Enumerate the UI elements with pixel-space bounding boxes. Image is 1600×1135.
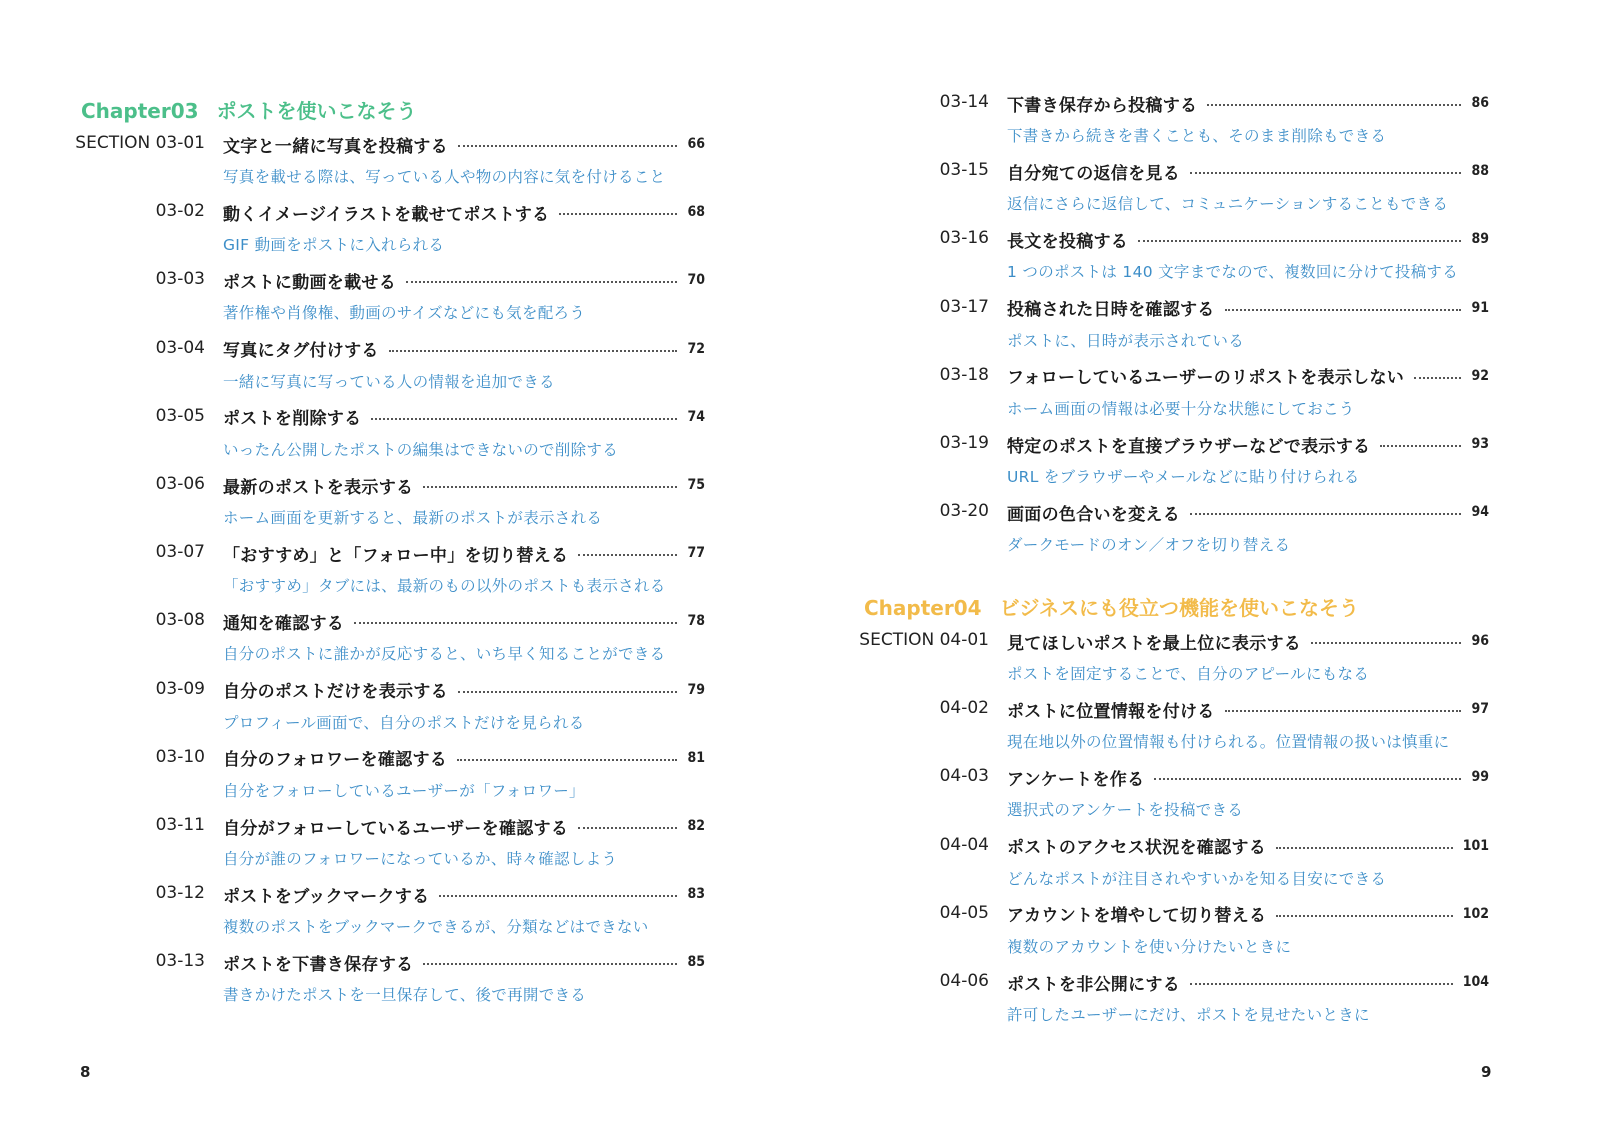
dot-leader [1225, 309, 1462, 311]
dot-leader [1190, 513, 1461, 515]
toc-entry[interactable] [859, 628, 1489, 696]
section-title: ポストを非公開にする [1007, 974, 1180, 995]
section-number: 03-09 [155, 678, 205, 699]
section-description: いったん公開したポストの編集はできないので削除する [223, 440, 619, 459]
section-description: どんなポストが注目されやすいかを知る目安にできる [1007, 869, 1387, 888]
toc-entry-line [155, 745, 705, 771]
page-ref: 92 [1471, 367, 1489, 384]
section-title: 長文を投稿する [1007, 231, 1129, 252]
dot-leader [439, 895, 677, 897]
page-ref: 88 [1471, 163, 1489, 180]
toc-entry[interactable] [939, 90, 1489, 158]
section-number: 04-04 [939, 834, 989, 855]
page-ref: 81 [687, 749, 705, 766]
chapter-04-heading [864, 592, 1359, 621]
section-number: SECTION 04-01 [859, 630, 989, 650]
toc-entry-line [939, 833, 1489, 859]
toc-entry-line [155, 881, 705, 907]
section-description: プロフィール画面で、自分のポストだけを見られる [223, 713, 585, 732]
toc-entry[interactable] [939, 764, 1489, 832]
toc-entry-line [155, 472, 705, 498]
dot-leader [354, 622, 677, 624]
dot-leader [423, 486, 677, 488]
toc-entry-line [939, 226, 1489, 252]
section-title: ポストを削除する [223, 409, 362, 430]
toc-entry[interactable] [939, 696, 1489, 764]
toc-entry[interactable] [155, 540, 705, 608]
page-ref: 104 [1462, 974, 1489, 990]
section-number: 03-15 [939, 160, 989, 181]
section-title: 自分のポストだけを表示する [223, 682, 448, 703]
section-number: 04-05 [939, 902, 989, 923]
dot-leader [389, 350, 678, 352]
section-title: 自分のフォロワーを確認する [223, 750, 448, 771]
toc-entry[interactable] [939, 969, 1489, 1037]
section-number: 03-07 [155, 542, 205, 563]
section-number: 03-11 [155, 815, 205, 835]
section-description: 返信にさらに返信して、コミュニケーションすることもできる [1007, 195, 1449, 214]
toc-entry-line [939, 431, 1489, 457]
dot-leader [1380, 445, 1461, 447]
toc-entry-line [155, 199, 705, 225]
toc-entry-line [155, 677, 705, 703]
dot-leader [1276, 847, 1453, 849]
section-description: 写真を載せる際は、写っている人や物の内容に気を付けること [223, 168, 666, 186]
toc-entry[interactable] [155, 881, 705, 949]
section-number: 03-17 [939, 296, 989, 317]
section-number: 03-03 [155, 269, 205, 290]
section-number: SECTION 03-01 [75, 133, 205, 153]
section-title: ポストのアクセス状況を確認する [1007, 838, 1266, 859]
section-title: 写真にタグ付けする [223, 341, 379, 362]
section-description: URL をブラウザーやメールなどに貼り付けられる [1007, 468, 1360, 486]
chapter-03-heading [81, 95, 417, 124]
dot-leader [578, 827, 677, 829]
section-description: 一緒に写真に写っている人の情報を追加できる [223, 372, 555, 391]
page-ref: 77 [687, 545, 705, 562]
toc-entry-line [939, 696, 1489, 722]
toc-entry-line [939, 969, 1489, 995]
toc-entry-line [155, 540, 705, 566]
page-ref: 86 [1471, 95, 1489, 111]
toc-entry[interactable] [155, 199, 705, 267]
page-ref: 96 [1471, 633, 1489, 649]
chapter-number: Chapter04 [864, 596, 982, 620]
chapter-title: ポストを使いこなそう [216, 99, 417, 123]
toc-entry[interactable] [939, 833, 1489, 901]
section-title: 見てほしいポストを最上位に表示する [1007, 633, 1302, 654]
toc-entry-line [939, 499, 1489, 525]
page-ref: 75 [687, 477, 705, 493]
page-ref: 74 [687, 408, 705, 425]
toc-entry[interactable] [939, 363, 1489, 431]
section-number: 04-02 [939, 698, 989, 719]
section-title: 画面の色合いを変える [1007, 504, 1180, 525]
section-number: 03-04 [155, 337, 205, 358]
section-number: 03-19 [939, 433, 989, 453]
dot-leader [1414, 377, 1461, 379]
toc-entry-line [155, 336, 705, 362]
section-title: フォローしているユーザーのリポストを表示しない [1007, 368, 1405, 389]
section-title: 自分がフォローしているユーザーを確認する [223, 818, 569, 839]
section-title: ポストを下書き保存する [223, 954, 414, 975]
toc-entry[interactable] [155, 404, 705, 472]
page-ref: 93 [1471, 436, 1489, 452]
section-number: 04-06 [939, 971, 989, 991]
toc-entry[interactable] [155, 745, 705, 813]
toc-entry[interactable] [155, 336, 705, 404]
dot-leader [1207, 104, 1461, 106]
section-description: GIF 動画をポストに入れられる [223, 236, 445, 255]
right-page [800, 0, 1600, 1135]
section-description: 1 つのポストは 140 文字までなので、複数回に分けて投稿する [1007, 263, 1459, 282]
section-description: 書きかけたポストを一旦保存して、後で再開できる [223, 986, 587, 1005]
section-description: ダークモードのオン／オフを切り替える [1007, 536, 1291, 555]
dot-leader [457, 759, 677, 761]
toc-entry-line [155, 404, 705, 430]
section-number: 03-18 [939, 364, 989, 385]
page-number-right: 9 [1481, 1063, 1492, 1081]
toc-entry-line [939, 363, 1489, 389]
page-ref: 66 [687, 136, 705, 152]
page-ref: 94 [1471, 504, 1489, 521]
toc-entry[interactable] [155, 949, 705, 1017]
toc-entry-line [155, 267, 705, 293]
dot-leader [1154, 778, 1461, 780]
section-title: 最新のポストを表示する [223, 477, 414, 498]
toc-entry-line [939, 90, 1489, 116]
section-title: 投稿された日時を確認する [1007, 300, 1215, 321]
page-ref: 99 [1471, 769, 1489, 786]
dot-leader [1190, 983, 1453, 985]
toc-entry[interactable] [155, 813, 705, 881]
toc-entry[interactable] [939, 226, 1489, 294]
section-title: 「おすすめ」と「フォロー中」を切り替える [223, 545, 569, 566]
section-description: 下書きから続きを書くことも、そのまま削除もできる [1007, 127, 1387, 145]
toc-entry-line [155, 813, 705, 839]
page-ref: 85 [687, 954, 705, 971]
dot-leader [1311, 642, 1461, 644]
section-description: 選択式のアンケートを投稿できる [1007, 801, 1244, 820]
section-number: 03-13 [155, 951, 205, 972]
dot-leader [559, 213, 677, 215]
dot-leader [423, 963, 677, 965]
page-ref: 89 [1471, 231, 1489, 248]
toc-entry-line [155, 608, 705, 634]
section-description: 複数のアカウントを使い分けたいときに [1007, 937, 1292, 956]
toc-entry[interactable] [155, 472, 705, 540]
section-title: 自分宛ての返信を見る [1007, 163, 1180, 184]
toc-entry[interactable] [155, 677, 705, 745]
toc-entry-line [939, 764, 1489, 790]
dot-leader [578, 554, 677, 556]
page-ref: 97 [1471, 701, 1489, 718]
toc-entry[interactable] [75, 131, 705, 199]
section-title: アカウントを増やして切り替える [1007, 906, 1267, 927]
page-ref: 78 [687, 613, 705, 630]
dot-leader [1190, 172, 1461, 174]
toc-entry[interactable] [939, 295, 1489, 363]
toc-entry[interactable] [939, 431, 1489, 499]
dot-leader [1225, 710, 1462, 712]
section-title: 動くイメージイラストを載せてポストする [223, 204, 550, 225]
page-ref: 91 [1471, 299, 1489, 316]
section-description: ホーム画面を更新すると、最新のポストが表示される [223, 509, 603, 527]
toc-entry[interactable] [939, 158, 1489, 226]
page-ref: 83 [687, 886, 705, 903]
chapter-title: ビジネスにも役立つ機能を使いこなそう [999, 596, 1359, 620]
section-description: ポストを固定することで、自分のアピールにもなる [1007, 665, 1370, 683]
section-number: 03-14 [939, 92, 989, 112]
section-number: 03-06 [155, 474, 205, 494]
toc-entry[interactable] [155, 608, 705, 676]
section-title: アンケートを作る [1007, 769, 1145, 790]
section-description: 著作権や肖像権、動画のサイズなどにも気を配ろう [223, 304, 586, 323]
toc-entry[interactable] [155, 267, 705, 335]
section-description: 複数のポストをブックマークできるが、分類などはできない [223, 918, 649, 937]
dot-leader [1276, 915, 1452, 917]
section-description: ポストに、日時が表示されている [1007, 331, 1245, 350]
section-title: ポストに動画を載せる [223, 272, 396, 293]
section-title: 通知を確認する [223, 613, 345, 634]
section-title: ポストをブックマークする [223, 886, 430, 907]
toc-entry-line [939, 158, 1489, 184]
page-number-left: 8 [80, 1063, 91, 1081]
dot-leader [458, 145, 678, 147]
page-ref: 68 [687, 204, 705, 221]
toc-entry-line [859, 628, 1489, 654]
page-ref: 70 [687, 272, 705, 289]
page-ref: 79 [687, 681, 705, 698]
toc-entry-line [75, 131, 705, 157]
page-ref: 101 [1462, 837, 1489, 854]
page-ref: 82 [687, 818, 705, 834]
section-number: 03-02 [155, 201, 205, 222]
section-number: 03-20 [939, 501, 989, 522]
section-number: 03-16 [939, 228, 989, 249]
dot-leader [371, 418, 677, 420]
dot-leader [458, 691, 678, 693]
toc-entry-line [939, 901, 1489, 927]
section-number: 03-10 [155, 746, 205, 767]
section-description: 現在地以外の位置情報も付けられる。位置情報の扱いは慎重に [1007, 733, 1450, 752]
section-title: 文字と一緒に写真を投稿する [223, 136, 448, 157]
dot-leader [406, 281, 677, 283]
section-description: 自分が誰のフォロワーになっているか、時々確認しよう [223, 850, 618, 868]
section-number: 04-03 [939, 766, 989, 787]
section-description: 「おすすめ」タブには、最新のもの以外のポストも表示される [223, 577, 666, 596]
section-number: 03-05 [155, 405, 205, 426]
section-number: 03-12 [155, 883, 205, 904]
toc-entry[interactable] [939, 499, 1489, 567]
chapter-number: Chapter03 [81, 99, 199, 123]
toc-entry-line [155, 949, 705, 975]
toc-entry[interactable] [939, 901, 1489, 969]
page-ref: 102 [1462, 905, 1489, 922]
toc-entry-line [939, 295, 1489, 321]
section-title: 特定のポストを直接ブラウザーなどで表示する [1007, 436, 1371, 457]
section-title: 下書き保存から投稿する [1007, 95, 1198, 116]
section-number: 03-08 [155, 610, 205, 631]
section-description: 許可したユーザーにだけ、ポストを見せたいときに [1007, 1006, 1370, 1024]
dot-leader [1138, 240, 1461, 242]
section-title: ポストに位置情報を付ける [1007, 701, 1215, 722]
section-description: 自分のポストに誰かが反応すると、いち早く知ることができる [223, 645, 666, 664]
page-ref: 72 [687, 340, 705, 357]
section-description: ホーム画面の情報は必要十分な状態にしておこう [1007, 399, 1355, 418]
section-description: 自分をフォローしているユーザーが「フォロワー」 [223, 781, 585, 800]
